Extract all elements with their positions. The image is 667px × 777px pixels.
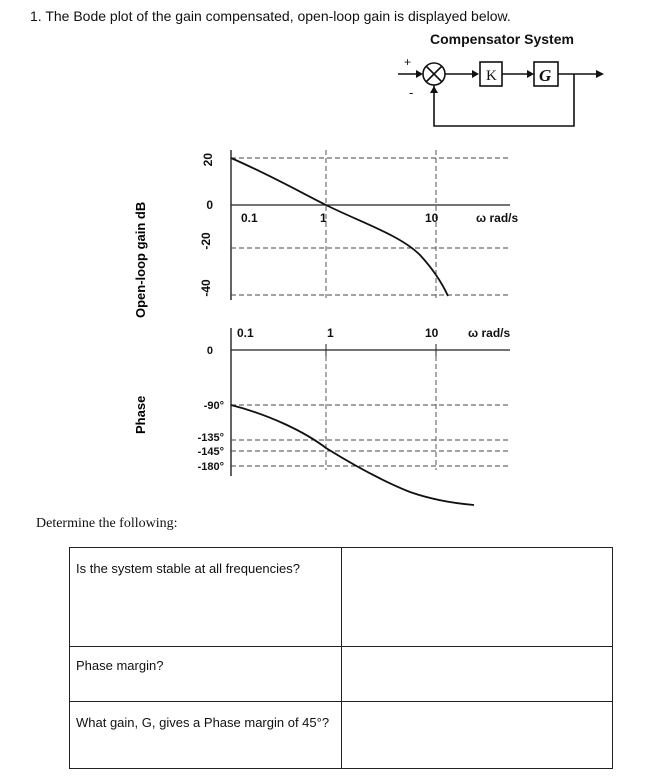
block-g-label: G — [539, 66, 552, 85]
mag-ytick-0: 0 — [206, 198, 213, 212]
phase-ylabel: Phase — [133, 395, 148, 434]
instructions-text: Determine the following: — [36, 516, 178, 531]
phase-xtick-0.1: 0.1 — [237, 326, 254, 340]
magnitude-curve — [231, 158, 448, 296]
sum-minus-sign: - — [409, 85, 414, 100]
sum-plus-sign: + — [404, 55, 412, 69]
phase-ytick-135: -135° — [197, 432, 224, 444]
answer-cell[interactable] — [342, 548, 613, 647]
phase-plot — [133, 326, 510, 505]
phase-gridlines — [231, 356, 510, 470]
question-cell: What gain, G, gives a Phase margin of 45°? — [70, 702, 342, 769]
mag-ytick-minus40: -40 — [199, 279, 213, 297]
question-text: 1. The Bode plot of the gain compensated, open-loop gain is displayed below. — [30, 8, 511, 24]
magnitude-ylabel: Open-loop gain dB — [133, 201, 148, 318]
block-k-label: K — [486, 68, 497, 84]
feedback-path — [434, 74, 574, 126]
table-row — [70, 548, 613, 647]
phase-xtick-10: 10 — [425, 326, 439, 340]
mag-xtick-1: 1 — [320, 211, 327, 225]
phase-ytick-145: -145° — [197, 446, 224, 458]
magnitude-gridlines — [231, 150, 510, 298]
mag-xlabel: ω rad/s — [476, 211, 519, 225]
answer-cell[interactable] — [342, 647, 613, 702]
mag-ytick-20: 20 — [201, 153, 215, 167]
table-row — [70, 702, 613, 769]
question-cell: Is the system stable at all frequencies? — [70, 548, 342, 647]
mag-xtick-10: 10 — [425, 211, 439, 225]
block-diagram — [398, 31, 604, 126]
phase-ytick-180: -180° — [197, 461, 224, 473]
phase-curve — [231, 405, 474, 505]
magnitude-plot — [133, 150, 518, 318]
mag-xtick-0.1: 0.1 — [241, 211, 258, 225]
phase-ytick-0: 0 — [206, 345, 213, 357]
phase-xtick-1: 1 — [327, 326, 334, 340]
block-diagram-label: Compensator System — [430, 31, 574, 47]
mag-ytick-minus20: -20 — [199, 232, 213, 250]
table-row — [70, 647, 613, 702]
answer-cell[interactable] — [342, 702, 613, 769]
question-cell: Phase margin? — [70, 647, 342, 702]
answer-table — [69, 547, 613, 769]
phase-ytick-90: -90° — [203, 400, 224, 412]
phase-xlabel: ω rad/s — [468, 326, 511, 340]
